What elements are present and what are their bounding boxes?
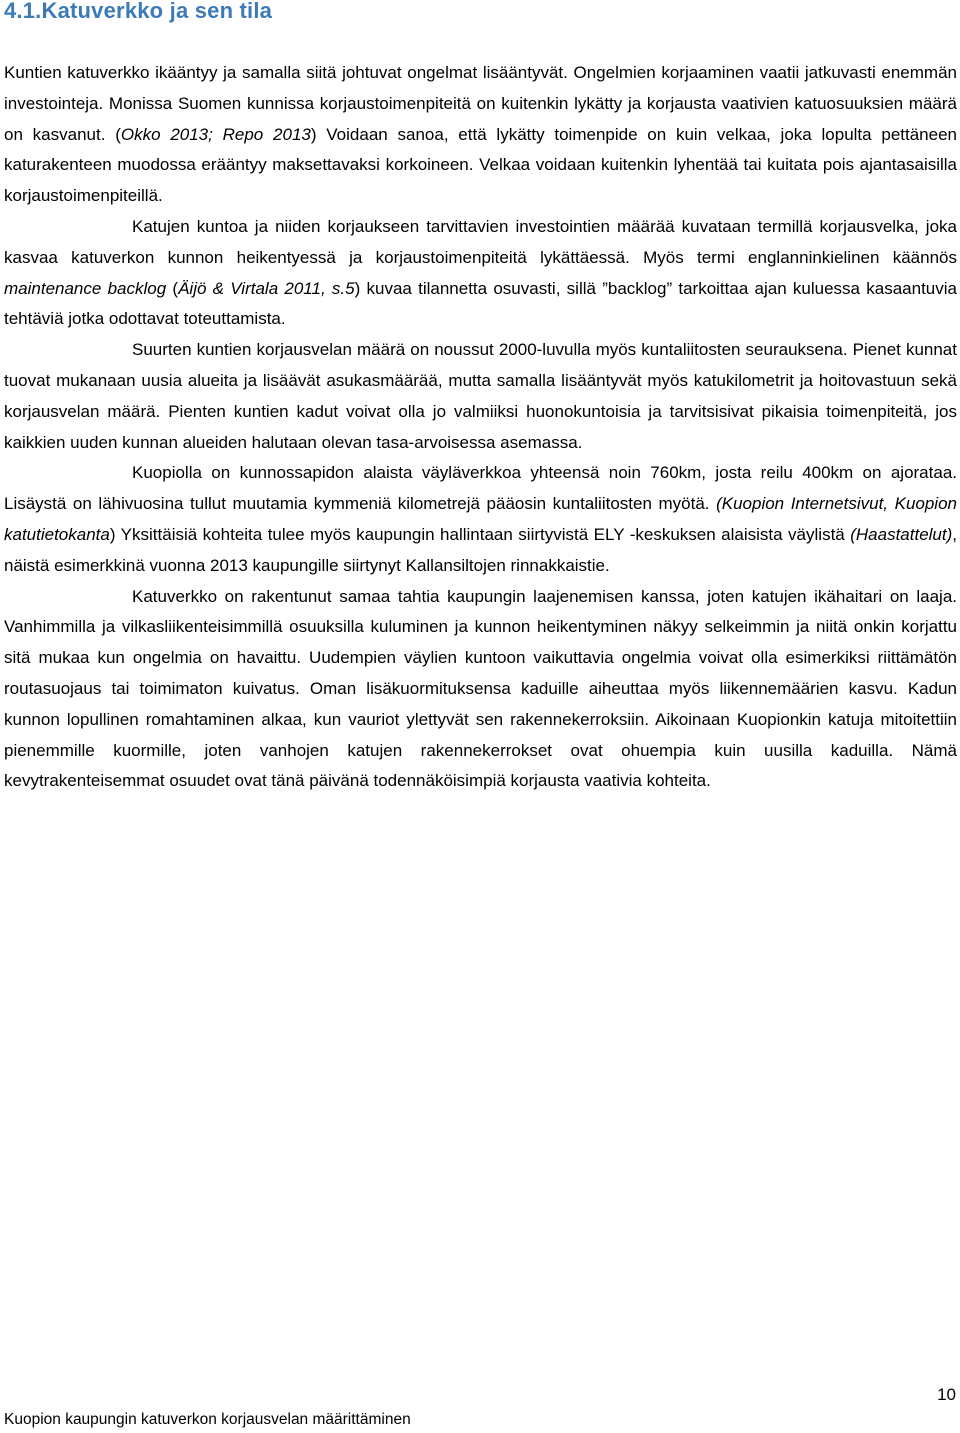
paragraph-text: ) Yksittäisiä kohteita tulee myös kaupungin hallintaan siirtyvistä ELY -keskuksen alaisista väylistä (109, 524, 851, 544)
citation: (Kuopion Internetsivut, Kuopion katutietokanta (4, 494, 957, 544)
paragraph-text: ( (166, 278, 179, 298)
citation: Äijö & Virtala 2011, s.5 (178, 278, 355, 298)
page-number: 10 (937, 1385, 956, 1404)
term: maintenance backlog (4, 278, 167, 298)
paragraph-1 (4, 58, 957, 212)
body-text (4, 58, 957, 797)
paragraph-text: ) Voidaan sanoa, että lykätty toimenpide on kuin velkaa, joka lopulta pettäneen katurakenteen muodossa erääntyy maksettavaksi korkoineen. Velkaa voidaan kuitenkin lyhentää tai kuitata pois ajantasaisilla korjaustoimenpiteillä. (4, 124, 957, 206)
paragraph-text: Kuntien katuverkko ikääntyy ja samalla siitä johtuvat ongelmat lisääntyvät. Ongelmien korjaaminen vaatii jatkuvasti enemmän investointeja. Monissa Suomen kunnissa korjaustoimenpiteitä on kuitenkin lykätty ja korjausta vaativien katuosuuksien määrä on kasvanut. ( (4, 63, 957, 144)
paragraph-2 (4, 212, 957, 335)
citation: (Haastattelut) (850, 524, 953, 544)
paragraph-text: , näistä esimerkkinä vuonna 2013 kaupungille siirtynyt Kallansiltojen rinnakkaistie. (4, 524, 957, 575)
paragraph-text: Katujen kuntoa ja niiden korjaukseen tarvittavien investointien määrää kuvataan termillä korjausvelka, joka kasvaa katuverkon kunnon heikentyessä ja korjaustoimenpiteitä lykättäessä. Myös termi englanninkielinen käännös (4, 216, 957, 267)
paragraph-3: Suurten kuntien korjausvelan määrä on noussut 2000-luvulla myös kuntaliitosten seurauksena. Pienet kunnat tuovat mukanaan uusia alueita ja lisäävät asukasmäärää, mutta samalla lisääntyvät myös katukilometrit ja hoitovastuun sekä korjausvelan määrä. Pienten kuntien kadut voivat olla jo valmiiksi huonokuntoisia ja tarvitsisivat pikaisia toimenpiteitä, jos kaikkien uuden kunnan alueiden halutaan olevan tasa-arvoisessa asemassa. (4, 340, 957, 452)
citation: Okko 2013; Repo 2013 (120, 124, 311, 144)
footer-document-title: Kuopion kaupungin katuverkon korjausvelan määrittäminen (4, 1411, 411, 1428)
paragraph-5: Katuverkko on rakentunut samaa tahtia kaupungin laajenemisen kanssa, joten katujen ikähaitari on laaja. Vanhimmilla ja vilkasliikenteisimmillä osuuksilla kuluminen ja kunnon heikentyminen näkyy selkeimmin ja niitä onkin korjattu sitä mukaa kun ongelmia on havaittu. Uudempien väylien kuntoon vaikuttavia ongelmia voivat olla esimerkiksi riittämätön routasuojaus tai toimimaton kuivatus. Oman lisäkuormituksensa kaduille aiheuttaa myös liikennemäärien kasvu. Kadun kunnon lopullinen romahtaminen alkaa, kun vauriot ylettyvät sen rakennekerroksiin. Aikoinaan Kuopionkin katuja mitoitettiin pienemmille kuormille, joten vanhojen katujen rakennekerrokset ovat ohuempia kuin uusilla kaduilla. Nämä kevytrakenteisemmat osuudet ovat tänä päivänä todennäköisimpiä korjausta vaativia kohteita. (4, 586, 957, 791)
paragraph-text: Kuopiolla on kunnossapidon alaista väyläverkkoa yhteensä noin 760km, josta reilu 400km on ajorataa. Lisäystä on lähivuosina tullut muutamia kymmeniä kilometrejä pääosin kuntaliitosten myötä. (4, 463, 957, 514)
section-heading: 4.1.Katuverkko ja sen tila (4, 0, 273, 23)
paragraph-4 (4, 458, 957, 581)
paragraph-text: ) kuvaa tilannetta osuvasti, sillä ”backlog” tarkoittaa ajan kuluessa kasaantuvia tehtäviä jotka odottavat toteuttamista. (4, 278, 957, 329)
